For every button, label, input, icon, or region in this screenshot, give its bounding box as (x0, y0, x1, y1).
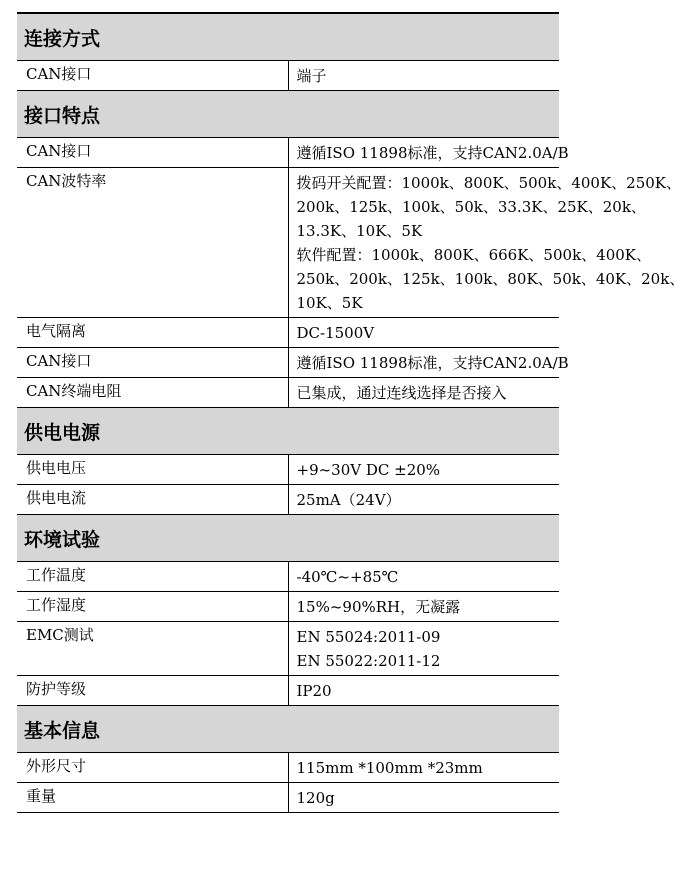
spec-value (288, 783, 559, 813)
spec-key: CAN波特率 (17, 168, 288, 318)
spec-value (288, 455, 559, 485)
spec-value (288, 592, 559, 622)
section-header-row (17, 13, 559, 61)
spec-value-line: 120g (296, 789, 335, 807)
spec-row (17, 168, 559, 318)
spec-value-line: 10K、5K (296, 294, 363, 312)
section-header-row (17, 515, 559, 562)
spec-row (17, 622, 559, 676)
section-title: 接口特点 (17, 91, 559, 138)
section-header-row (17, 706, 559, 753)
spec-value-line: 已集成，通过连线选择是否接入 (296, 384, 507, 402)
spec-value-line: 软件配置：1000k、800K、666K、500k、400K、 (296, 246, 651, 264)
spec-value-line: 25mA（24V） (296, 491, 401, 509)
spec-value (288, 753, 559, 783)
spec-key: 电气隔离 (17, 318, 288, 348)
spec-value-line: 拨码开关配置：1000k、800K、500k、400K、250K、 (296, 174, 681, 192)
spec-value-line: IP20 (296, 682, 332, 700)
spec-key: 外形尺寸 (17, 753, 288, 783)
spec-value (288, 562, 559, 592)
spec-value (288, 676, 559, 706)
spec-key: 工作湿度 (17, 592, 288, 622)
spec-key: 重量 (17, 783, 288, 813)
spec-row (17, 378, 559, 408)
section-header-row (17, 91, 559, 138)
spec-row (17, 138, 559, 168)
spec-row (17, 318, 559, 348)
spec-value-line: 端子 (296, 67, 327, 85)
spec-row (17, 455, 559, 485)
spec-row (17, 676, 559, 706)
spec-row (17, 485, 559, 515)
section-title: 环境试验 (17, 515, 559, 562)
spec-row (17, 562, 559, 592)
section-title: 基本信息 (17, 706, 559, 753)
spec-row (17, 783, 559, 813)
spec-key: 工作温度 (17, 562, 288, 592)
spec-key: 供电电压 (17, 455, 288, 485)
spec-value-line: EN 55022:2011-12 (296, 652, 441, 670)
spec-row (17, 348, 559, 378)
spec-row (17, 592, 559, 622)
spec-key: CAN接口 (17, 138, 288, 168)
spec-value-line: 250k、200k、125k、100k、80K、50k、40K、20k、 (296, 270, 684, 288)
spec-value (288, 622, 559, 676)
spec-value (288, 138, 569, 168)
section-title: 供电电源 (17, 408, 559, 455)
spec-key: CAN终端电阻 (17, 378, 288, 408)
spec-value-line: -40℃~+85℃ (296, 568, 399, 586)
spec-row (17, 61, 559, 91)
spec-key: CAN接口 (17, 61, 288, 91)
spec-value (288, 168, 684, 318)
section-title: 连接方式 (17, 13, 559, 61)
spec-table-body (17, 13, 684, 813)
spec-key: CAN接口 (17, 348, 288, 378)
spec-value-line: 遵循ISO 11898标准，支持CAN2.0A/B (296, 144, 569, 162)
spec-key: 供电电流 (17, 485, 288, 515)
spec-value-line: DC-1500V (296, 324, 375, 342)
spec-value (288, 378, 559, 408)
spec-value-line: 15%~90%RH，无凝露 (296, 598, 461, 616)
spec-value (288, 61, 559, 91)
spec-value-line: 13.3K、10K、5K (296, 222, 423, 240)
spec-value (288, 318, 559, 348)
spec-value-line: 200k、125k、100k、50k、33.3K、25K、20k、 (296, 198, 646, 216)
spec-value (288, 348, 569, 378)
spec-table (17, 12, 684, 813)
spec-row (17, 753, 559, 783)
spec-value (288, 485, 559, 515)
spec-value-line: +9~30V DC ±20% (296, 461, 441, 479)
section-header-row (17, 408, 559, 455)
spec-value-line: EN 55024:2011-09 (296, 628, 441, 646)
spec-value-line: 115mm *100mm *23mm (296, 759, 483, 777)
spec-key: EMC测试 (17, 622, 288, 676)
spec-value-line: 遵循ISO 11898标准，支持CAN2.0A/B (296, 354, 569, 372)
spec-key: 防护等级 (17, 676, 288, 706)
